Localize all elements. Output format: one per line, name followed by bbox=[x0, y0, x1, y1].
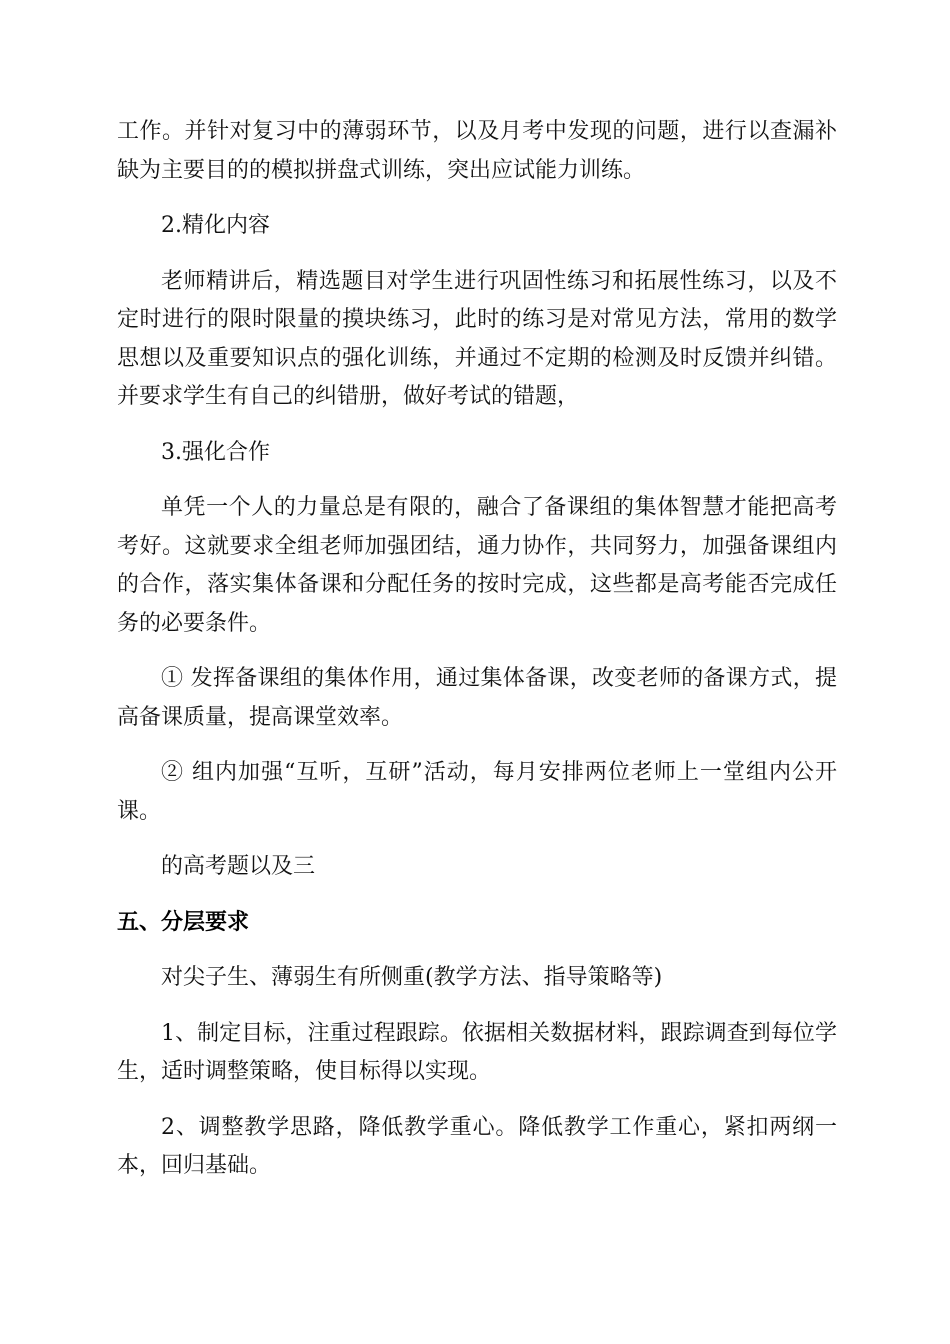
subheading-refine-content: 2.精化内容 bbox=[161, 213, 270, 238]
paragraph-teamwork: 单凭一个人的力量总是有限的，融合了备课组的集体智慧才能把高考考好。这就要求全组老师加强团结，通力协作，共同努力，加强备课组内的合作，落实集体备课和分配任务的按时完成，这些都是高考能否完成任务的必要条件。 bbox=[117, 495, 837, 636]
paragraph-fragment: 的高考题以及三 bbox=[161, 854, 316, 879]
subheading-strengthen-cooperation: 3.强化合作 bbox=[161, 439, 270, 465]
list-item-collective-prep: ① 发挥备课组的集体作用，通过集体备课，改变老师的备课方式，提高备课质量，提高课堂效率。 bbox=[117, 666, 837, 730]
list-item-set-goals: 1、制定目标，注重过程跟踪。依据相关数据材料，跟踪调查到每位学生，适时调整策略，使目标得以实现。 bbox=[117, 1020, 837, 1084]
paragraph-review-training: 工作。并针对复习中的薄弱环节，以及月考中发现的问题，进行以查漏补缺为主要目的的模拟拼盘式训练，突出应试能力训练。 bbox=[117, 119, 837, 183]
document-body bbox=[117, 113, 837, 1186]
paragraph-focus-students: 对尖子生、薄弱生有所侧重(教学方法、指导策略等) bbox=[161, 965, 663, 990]
paragraph-practice: 老师精讲后，精选题目对学生进行巩固性练习和拓展性练习，以及不定时进行的限时限量的摸块练习，此时的练习是对常见方法，常用的数学思想以及重要知识点的强化训练，并通过不定期的检测及时反馈并纠错。并要求学生有自己的纠错册，做好考试的错题， bbox=[117, 268, 837, 409]
list-item-adjust-teaching: 2、调整教学思路，降低教学重心。降低教学工作重心，紧扣两纲一本，回归基础。 bbox=[117, 1114, 837, 1178]
section-heading-tiered-requirements: 五、分层要求 bbox=[117, 909, 250, 935]
list-item-mutual-listening: ② 组内加强“互听，互研”活动，每月安排两位老师上一堂组内公开课。 bbox=[117, 760, 837, 824]
